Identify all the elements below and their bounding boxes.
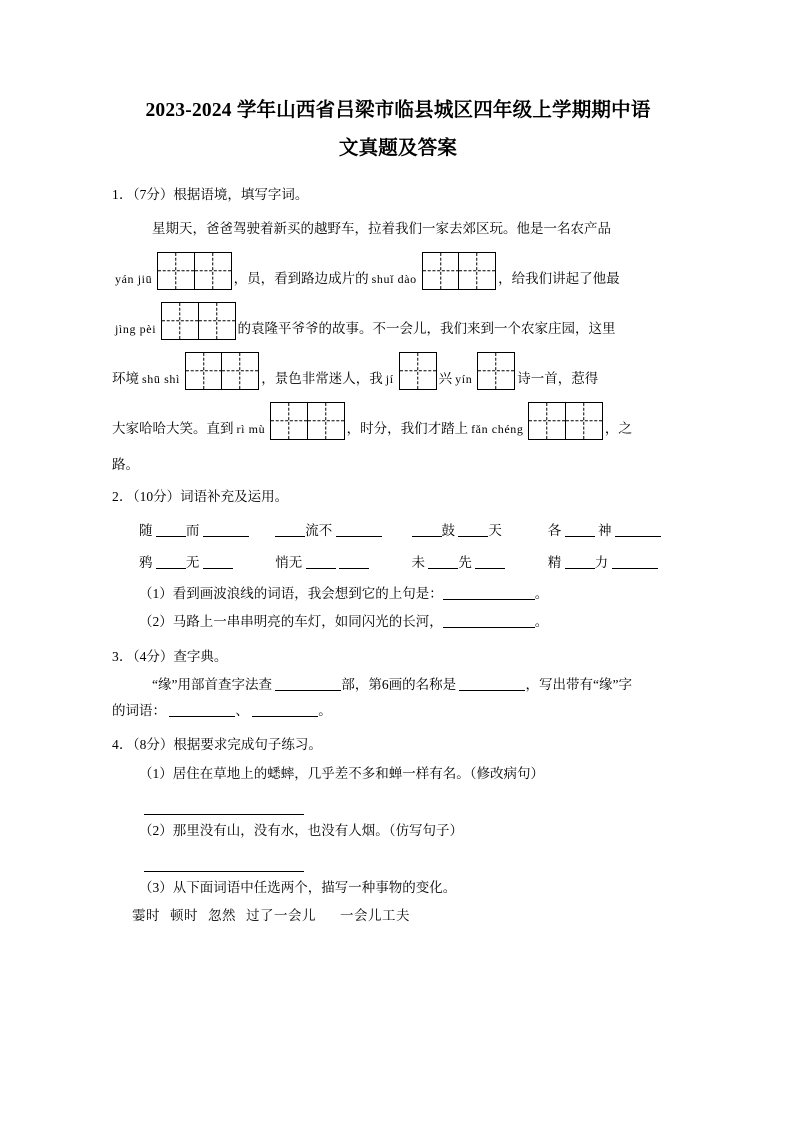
passage-row-3-text-2: ，景色非常迷人，我 [261,371,383,386]
sub-label: （1） [139,766,173,781]
word-blank-1[interactable] [169,702,235,717]
idiom-item-1[interactable] [139,516,275,546]
passage-row-2-text: 的袁隆平爷爷的故事。不一会儿，我们来到一个农家庄园，这里 [237,321,616,336]
idiom-blank[interactable] [203,522,249,537]
sub-text: 从下面词语中任选两个，描写一种事物的变化。 [172,880,457,895]
idiom-blank[interactable] [428,554,458,569]
tianzige-cell[interactable] [157,252,195,290]
tianzige-rimu[interactable] [270,402,344,440]
idiom-char: 精 [547,555,562,570]
question-3-text: 查字典。 [173,649,228,664]
idiom-char: 悄无 [275,555,303,570]
passage-row-2 [112,296,684,340]
tianzige-yin[interactable] [477,352,515,390]
idiom-char: 各 [547,523,562,538]
idiom-char: 鸦 [139,555,153,570]
passage-tail-text: 路。 [112,457,139,472]
tianzige-cell[interactable] [565,402,603,440]
idiom-blank[interactable] [458,522,488,537]
question-4-text: 根据要求完成句子练习。 [173,737,322,752]
pinyin-jing-pei: jìng pèi [115,322,157,336]
sub-label: （2） [139,823,173,838]
tianzige-ji[interactable] [399,352,437,390]
passage-row-1-text-1: ，员，看到路边成片的 [233,271,369,286]
idiom-blank[interactable] [156,522,186,537]
idiom-blank[interactable] [336,522,382,537]
sub-text: 那里没有山，没有水，也没有人烟。（仿写句子） [172,823,463,838]
word-bank-item-4[interactable]: 过了一会儿 [246,908,316,923]
idiom-char: 力 [594,555,609,570]
q3-text-d: 的词语： [112,703,166,718]
tianzige-cell[interactable] [161,302,199,340]
answer-blank[interactable] [443,613,535,628]
tianzige-cell[interactable] [185,352,223,390]
question-2 [112,484,684,636]
question-3-line-1 [112,672,684,698]
idiom-blank[interactable] [156,554,186,569]
page-content [112,92,684,934]
tianzige-cell[interactable] [270,402,308,440]
question-4-number: 4． [112,737,133,752]
idiom-blank[interactable] [565,554,595,569]
pinyin-ji: jí [385,372,394,386]
tianzige-jingpei[interactable] [161,302,235,340]
idiom-row [139,548,684,578]
idiom-char: 鼓 [441,523,455,538]
sub-label: （1） [139,586,173,601]
question-3-line-2 [112,698,684,724]
page-title [112,92,684,168]
idiom-blank[interactable] [275,522,305,537]
sub-period: 。 [534,614,549,629]
tianzige-cell[interactable] [198,302,236,340]
question-2-number: 2． [112,489,133,504]
idiom-item-7[interactable] [412,548,548,578]
question-4-sub-3 [112,874,684,902]
idiom-blank[interactable] [565,522,595,537]
tianzige-cell[interactable] [528,402,566,440]
question-4-stem [112,732,684,758]
sub-text: 马路上一串串明亮的车灯，如同闪光的长河， [172,614,443,629]
page-title-line-2: 文真题及答案 [338,138,458,159]
passage-tail-line [112,446,684,476]
idiom-blank[interactable] [306,554,336,569]
word-bank-item-1[interactable]: 霎时 [132,908,160,923]
question-2-score: （10分） [132,489,181,504]
question-2-stem [112,484,684,510]
question-3-stem [112,644,684,670]
pinyin-shui-dao: shuǐ dào [371,272,417,286]
passage-row-3-text-1: 环境 [112,371,139,386]
question-1-stem [112,182,684,208]
question-4-score: （8分） [132,737,174,752]
q3-text-b: 部，第6画的名称是 [341,677,457,692]
question-3-number: 3． [112,649,133,664]
tianzige-cell[interactable] [422,252,460,290]
question-1-text: 根据语境，填写字词。 [173,187,309,202]
word-blank-2[interactable] [252,702,318,717]
tianzige-cell[interactable] [221,352,259,390]
sub-text: 居住在草地上的蟋蟀，几乎差不多和蝉一样有名。（修改病句） [172,766,544,781]
passage-row-3-text-4: 诗一首，惹得 [517,371,599,386]
passage-row-3 [112,346,684,390]
question-2-sub-2 [112,608,684,636]
tianzige-cell[interactable] [399,352,437,390]
idiom-item-5[interactable] [139,548,275,578]
answer-line-2[interactable] [144,851,304,872]
idiom-blank[interactable] [612,554,658,569]
idiom-blank[interactable] [339,554,369,569]
sub-period: 。 [534,586,549,601]
idiom-item-2[interactable] [275,516,411,546]
word-bank-item-2[interactable]: 顿时 [170,908,198,923]
page-title-line-1: 2023-2024 学年山西省吕梁市临县城区四年级上学期期中语 [145,100,651,121]
idiom-char: 流不 [305,523,333,538]
question-4-sub-2 [112,817,684,845]
word-bank [112,902,684,930]
idiom-blank[interactable] [203,554,233,569]
q3-text-a: “缘”用部首查字法查 [152,677,272,692]
radical-blank[interactable] [275,676,341,691]
idiom-item-4[interactable] [548,516,684,546]
passage-row-3-text-3: 兴 [438,371,453,386]
sub-text: 看到画波浪线的词语，我会想到它的上句是： [172,586,443,601]
question-4-sub-1 [112,760,684,788]
question-2-sub-1 [112,580,684,608]
passage-row-4-text-1: 大家哈哈大笑。直到 [112,421,234,436]
word-bank-item-3[interactable]: 忽然 [208,908,236,923]
passage-intro-text: 星期天，爸爸驾驶着新买的越野车，拉着我们一家去郊区玩。他是一名农产品 [152,221,611,236]
question-3-body [112,672,684,724]
idiom-char: 先 [458,555,472,570]
passage-row-4-text-2: ，时分，我们才踏上 [346,421,469,436]
pinyin-ri-mu: rì mù [236,422,266,436]
q3-text-c: ，写出带有“缘”字 [525,677,632,692]
tianzige-fancheng[interactable] [528,402,602,440]
pinyin-shu-shi: shū shì [142,372,180,386]
question-4 [112,732,684,930]
idiom-char: 未 [411,555,425,570]
question-3 [112,644,684,724]
idiom-char: 神 [598,523,612,538]
sub-label: （2） [139,614,173,629]
word-bank-item-5[interactable]: 一会儿工夫 [326,908,410,923]
passage-row-4 [112,396,684,440]
idiom-blank[interactable] [615,522,661,537]
passage-intro-line [112,210,684,240]
idiom-item-6[interactable] [275,548,411,578]
passage-row-4-text-3: ，之 [604,421,632,436]
pinyin-yan-jiu: yán jiū [115,272,153,286]
question-1-score: （7分） [132,187,174,202]
passage-row-1-text-2: ，给我们讲起了他最 [498,271,620,286]
idiom-row [139,516,684,546]
idiom-char: 随 [139,523,153,538]
idiom-char: 而 [185,523,200,538]
question-2-text: 词语补充及运用。 [180,489,289,504]
pinyin-yin: yín [455,372,473,386]
pinyin-fan-cheng: fǎn chéng [471,422,524,436]
idiom-grid [112,516,684,578]
tianzige-shuidao[interactable] [422,252,496,290]
question-1 [112,182,684,476]
tianzige-cell[interactable] [307,402,345,440]
question-1-passage [112,210,684,476]
idiom-char: 无 [185,555,200,570]
tianzige-cell[interactable] [458,252,496,290]
tianzige-shushi[interactable] [185,352,259,390]
q3-period: 。 [318,703,332,718]
tianzige-yanjiu[interactable] [157,252,231,290]
idiom-char: 天 [488,523,502,538]
answer-blank[interactable] [443,585,535,600]
idiom-blank[interactable] [412,522,442,537]
q3-sep: 、 [235,703,249,718]
tianzige-cell[interactable] [477,352,515,390]
idiom-item-3[interactable] [412,516,548,546]
idiom-blank[interactable] [475,554,505,569]
stroke-name-blank[interactable] [459,676,525,691]
tianzige-cell[interactable] [194,252,232,290]
idiom-item-8[interactable] [548,548,684,578]
question-1-number: 1． [112,187,133,202]
passage-row-1 [112,246,684,290]
sub-label: （3） [139,880,173,895]
question-3-score: （4分） [132,649,174,664]
answer-line-1[interactable] [144,794,304,815]
